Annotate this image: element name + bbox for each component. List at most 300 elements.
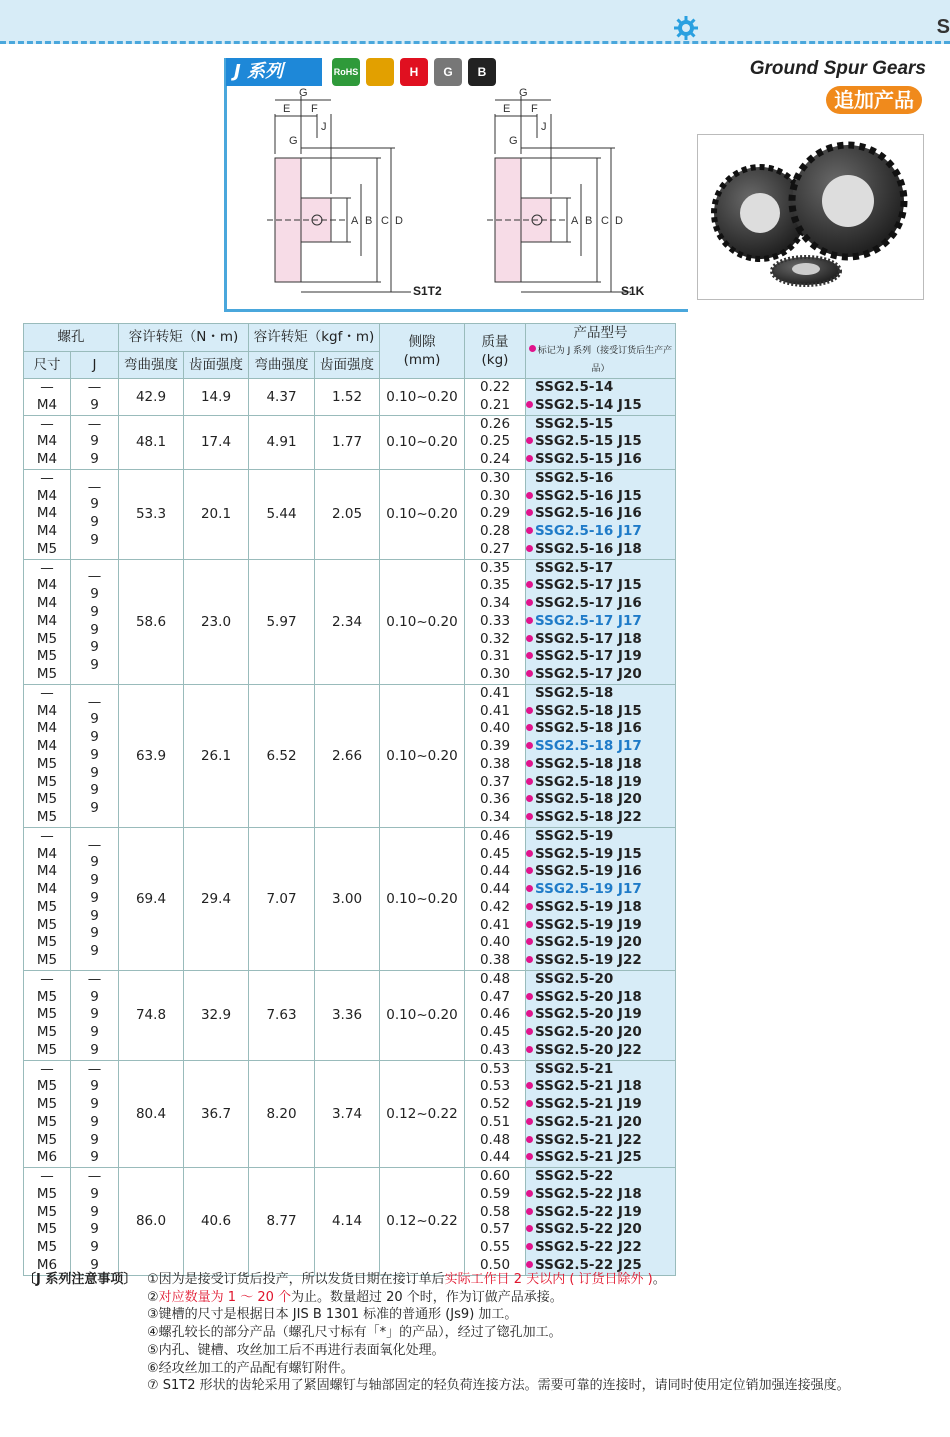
model-item xyxy=(526,863,675,881)
model-item xyxy=(526,613,675,631)
screw-size-cell-line: M5 xyxy=(36,934,58,951)
note-item xyxy=(147,1289,943,1307)
surface-kgf-cell: 3.74 xyxy=(315,1060,380,1168)
model-number: SSG2.5-20 J18 xyxy=(535,988,642,1005)
note-text-pre: ⑦ S1T2 形状的齿轮采用了紧固螺钉与轴部固定的轻负荷连接方法。需要可靠的连接时，请同时使用定位销加强连接强度。 xyxy=(147,1378,850,1394)
j-series-dot-icon xyxy=(526,599,533,606)
product-title: Ground Spur Gears xyxy=(749,58,926,79)
j-series-dot-icon xyxy=(526,652,533,659)
model-cell xyxy=(526,684,676,827)
mass-cell-line: 0.31 xyxy=(479,648,511,665)
screw-size-cell xyxy=(24,559,71,684)
surface-kgf-cell: 2.34 xyxy=(315,559,380,684)
mass-cell-line: 0.53 xyxy=(479,1078,511,1095)
mass-cell-line: 0.59 xyxy=(479,1185,511,1202)
screw-size-cell-line: M5 xyxy=(36,1024,58,1040)
svg-text:J: J xyxy=(541,121,547,133)
mass-cell-line: 0.38 xyxy=(479,952,511,968)
table-row xyxy=(24,1060,676,1168)
mass-cell xyxy=(465,827,526,970)
header-model xyxy=(526,324,676,379)
screw-j-cell-line: 9 xyxy=(90,514,99,531)
svg-text:B: B xyxy=(365,215,373,227)
screw-size-cell-line: M4 xyxy=(36,881,58,897)
model-item xyxy=(526,1186,675,1204)
model-item xyxy=(526,881,675,899)
mass-cell-line: 0.57 xyxy=(479,1221,511,1238)
mass-cell-line: 0.40 xyxy=(479,720,511,737)
spec-table xyxy=(23,323,676,1276)
screw-size-cell-line: M5 xyxy=(36,988,58,1005)
model-item xyxy=(526,1042,675,1060)
model-cell xyxy=(526,827,676,970)
screw-size-cell-line: M4 xyxy=(36,451,58,467)
j-series-dot-icon xyxy=(526,993,533,1000)
model-number: SSG2.5-15 J15 xyxy=(535,433,642,450)
svg-text:G: G xyxy=(509,135,518,147)
mass-cell-line: 0.26 xyxy=(479,415,511,432)
screw-j-cell-line: 9 xyxy=(90,586,99,603)
screw-size-cell xyxy=(24,1168,71,1276)
model-number: SSG2.5-18 J17 xyxy=(535,738,642,754)
j-series-dot-icon xyxy=(526,1046,533,1053)
mass-cell xyxy=(465,559,526,684)
header-backlash-label: 侧隙 xyxy=(408,334,436,350)
table-row xyxy=(24,1168,676,1276)
header-model-note: 标记为 J 系列（接受订货后生产产品） xyxy=(526,342,675,378)
model-item xyxy=(526,523,675,541)
model-number: SSG2.5-16 J16 xyxy=(535,505,642,522)
j-series-dot-icon xyxy=(526,1010,533,1017)
screw-j-cell-line: 9 xyxy=(90,1096,99,1112)
model-item xyxy=(526,397,675,415)
svg-text:F: F xyxy=(531,103,538,115)
model-number: SSG2.5-21 J25 xyxy=(535,1149,642,1166)
j-series-dot-icon xyxy=(526,509,533,516)
j-series-dot-icon xyxy=(526,867,533,874)
model-cell xyxy=(526,559,676,684)
screw-j-cell xyxy=(71,684,119,827)
backlash-cell: 0.10~0.20 xyxy=(380,559,465,684)
table-row xyxy=(24,379,676,416)
model-item xyxy=(526,379,675,397)
svg-text:G: G xyxy=(299,87,308,99)
model-number: SSG2.5-21 J20 xyxy=(535,1113,642,1130)
j-series-dot-icon xyxy=(526,742,533,749)
mass-cell-line: 0.30 xyxy=(479,469,511,486)
screw-size-cell xyxy=(24,469,71,559)
model-number: SSG2.5-22 J20 xyxy=(535,1221,642,1238)
model-item xyxy=(526,703,675,721)
bend-nm-cell: 74.8 xyxy=(119,970,184,1060)
j-series-dot-icon xyxy=(526,707,533,714)
screw-j-cell-line: 9 xyxy=(90,729,99,746)
screw-j-cell-line: 9 xyxy=(90,782,99,799)
screw-j-cell-line: 9 xyxy=(90,1131,99,1148)
screw-j-cell-line: 9 xyxy=(90,1149,99,1166)
mass-cell-line: 0.35 xyxy=(479,577,511,594)
page-corner-label: S xyxy=(936,16,950,38)
screw-size-cell-line: M4 xyxy=(36,595,58,611)
screw-j-cell-line: — xyxy=(87,693,102,710)
model-cell xyxy=(526,379,676,416)
model-item xyxy=(526,952,675,970)
bend-nm-cell: 86.0 xyxy=(119,1168,184,1276)
model-number: SSG2.5-19 J20 xyxy=(535,934,642,951)
screw-j-cell-line: — xyxy=(87,1060,102,1077)
screw-size-cell-line: M6 xyxy=(36,1256,58,1273)
screw-size-cell-line: — xyxy=(40,559,54,576)
mass-cell-line: 0.50 xyxy=(479,1256,511,1273)
model-item xyxy=(526,846,675,864)
model-number: SSG2.5-18 xyxy=(535,684,614,701)
mass-cell-line: 0.51 xyxy=(479,1113,511,1130)
note-text-post: 为止。数量超过 20 个时，作为订做产品承接。 xyxy=(291,1289,563,1305)
model-cell xyxy=(526,415,676,469)
mass-cell-line: 0.35 xyxy=(479,559,511,576)
mass-cell-line: 0.60 xyxy=(479,1168,511,1184)
svg-text:E: E xyxy=(283,103,291,115)
screw-j-cell-line: 9 xyxy=(90,496,99,513)
model-number: SSG2.5-21 J22 xyxy=(535,1131,642,1148)
model-item xyxy=(526,899,675,917)
model-number: SSG2.5-19 J22 xyxy=(535,952,642,968)
svg-text:D: D xyxy=(395,215,403,227)
screw-j-cell-line: 9 xyxy=(90,1221,99,1238)
screw-j-cell-line: 9 xyxy=(90,764,99,781)
model-item xyxy=(526,577,675,595)
mass-cell xyxy=(465,684,526,827)
bend-nm-cell: 48.1 xyxy=(119,415,184,469)
screw-j-cell-line: 9 xyxy=(90,657,99,674)
screw-j-cell-line: 9 xyxy=(90,1185,99,1202)
screw-size-cell-line: M4 xyxy=(36,702,58,719)
j-series-dot-icon xyxy=(526,527,533,534)
screw-size-cell-line: M4 xyxy=(36,720,58,737)
model-number: SSG2.5-17 J20 xyxy=(535,666,642,682)
mass-cell-line: 0.47 xyxy=(479,988,511,1005)
mass-cell-line: 0.41 xyxy=(479,702,511,719)
screw-size-cell-line: M5 xyxy=(36,1078,58,1095)
note-item xyxy=(147,1271,943,1289)
model-number: SSG2.5-19 J16 xyxy=(535,863,642,880)
mass-cell-line: 0.55 xyxy=(479,1239,511,1255)
model-number: SSG2.5-18 J18 xyxy=(535,755,642,772)
model-item xyxy=(526,1024,675,1042)
model-item xyxy=(526,541,675,559)
dimension-diagram xyxy=(224,58,688,312)
screw-j-cell-line: 9 xyxy=(90,396,99,413)
mass-cell-line: 0.29 xyxy=(479,505,511,522)
surface-nm-cell: 29.4 xyxy=(184,827,249,970)
header-backlash xyxy=(380,324,465,379)
j-series-dot-icon xyxy=(526,724,533,731)
screw-size-cell-line: M4 xyxy=(36,577,58,594)
j-series-dot-icon xyxy=(526,1190,533,1197)
bend-kgf-cell: 5.44 xyxy=(249,469,315,559)
model-item xyxy=(526,451,675,469)
screw-size-cell-line: — xyxy=(40,469,54,486)
screw-size-cell-line: — xyxy=(40,684,54,701)
model-number: SSG2.5-19 J15 xyxy=(535,845,642,862)
screw-j-cell-line: — xyxy=(87,415,102,432)
screw-size-cell xyxy=(24,415,71,469)
screw-size-cell-line: M4 xyxy=(36,845,58,862)
model-item xyxy=(526,738,675,756)
gear-drawings xyxy=(227,58,688,309)
surface-nm-cell: 17.4 xyxy=(184,415,249,469)
model-item xyxy=(526,1221,675,1239)
screw-j-cell-line: — xyxy=(87,478,102,495)
screw-j-cell-line: — xyxy=(87,379,102,395)
model-item xyxy=(526,433,675,451)
mass-cell-line: 0.42 xyxy=(479,898,511,915)
j-series-dot-icon xyxy=(526,938,533,945)
model-number: SSG2.5-18 J16 xyxy=(535,720,642,737)
model-item xyxy=(526,791,675,809)
j-series-dot-icon xyxy=(526,921,533,928)
model-number: SSG2.5-17 J15 xyxy=(535,577,642,594)
bend-nm-cell: 80.4 xyxy=(119,1060,184,1168)
j-series-dot-icon xyxy=(526,956,533,963)
surface-nm-cell: 20.1 xyxy=(184,469,249,559)
model-item xyxy=(526,1006,675,1024)
screw-size-cell-line: M5 xyxy=(36,773,58,790)
model-number: SSG2.5-21 J19 xyxy=(535,1096,642,1112)
model-number: SSG2.5-17 xyxy=(535,559,614,576)
screw-size-cell-line: M4 xyxy=(36,433,58,450)
j-series-dot-icon xyxy=(526,1225,533,1232)
screw-j-cell-line: 9 xyxy=(90,746,99,763)
mass-cell-line: 0.43 xyxy=(479,1041,511,1058)
top-banner xyxy=(0,0,950,44)
header-backlash-unit: (mm) xyxy=(403,352,441,368)
screw-j-cell-line: 9 xyxy=(90,925,99,942)
screw-size-cell-line: M5 xyxy=(36,898,58,915)
screw-j-cell-line: 9 xyxy=(90,531,99,548)
surface-kgf-cell: 1.52 xyxy=(315,379,380,416)
screw-size-cell-line: M5 xyxy=(36,1203,58,1220)
material-icon xyxy=(366,58,394,86)
model-item xyxy=(526,648,675,666)
model-number: SSG2.5-19 xyxy=(535,827,614,844)
surface-kgf-cell: 3.36 xyxy=(315,970,380,1060)
screw-size-cell xyxy=(24,970,71,1060)
screw-size-cell-line: M5 xyxy=(36,952,58,968)
mass-cell-line: 0.46 xyxy=(479,1006,511,1023)
header-mass-label: 质量 xyxy=(481,334,509,350)
svg-text:G: G xyxy=(519,87,528,99)
surface-kgf-cell: 2.05 xyxy=(315,469,380,559)
j-series-dot-icon xyxy=(526,850,533,857)
note-text-pre: ⑥经攻丝加工的产品配有螺钉附件。 xyxy=(147,1360,354,1376)
j-series-dot-icon xyxy=(526,1208,533,1215)
screw-j-cell-line: 9 xyxy=(90,854,99,871)
screw-size-cell-line: M5 xyxy=(36,1185,58,1202)
mass-cell-line: 0.44 xyxy=(479,881,511,897)
backlash-cell: 0.10~0.20 xyxy=(380,827,465,970)
backlash-cell: 0.12~0.22 xyxy=(380,1168,465,1276)
mass-cell-line: 0.25 xyxy=(479,433,511,450)
model-number: SSG2.5-18 J15 xyxy=(535,702,642,719)
surface-nm-cell: 14.9 xyxy=(184,379,249,416)
bend-kgf-cell: 5.97 xyxy=(249,559,315,684)
j-series-dot-icon xyxy=(526,1028,533,1035)
note-item xyxy=(147,1377,943,1395)
j-series-dot-icon xyxy=(526,437,533,444)
surface-nm-cell: 36.7 xyxy=(184,1060,249,1168)
screw-size-cell-line: — xyxy=(40,827,54,844)
model-number: SSG2.5-22 xyxy=(535,1168,614,1184)
model-item xyxy=(526,631,675,649)
model-item xyxy=(526,488,675,506)
screw-size-cell-line: — xyxy=(40,379,54,395)
screw-j-cell-line: 9 xyxy=(90,639,99,656)
screw-j-cell-line: 9 xyxy=(90,889,99,906)
spec-table-body xyxy=(24,379,676,1276)
j-series-dot-icon xyxy=(526,760,533,767)
table-row xyxy=(24,684,676,827)
gear-icon xyxy=(674,16,698,40)
screw-j-cell-line: 9 xyxy=(90,621,99,638)
model-item xyxy=(526,1061,675,1079)
note-text-pre: ② xyxy=(147,1289,159,1305)
screw-j-cell-line: 9 xyxy=(90,1239,99,1255)
model-number: SSG2.5-20 J19 xyxy=(535,1006,642,1023)
j-series-dot-icon xyxy=(526,1136,533,1143)
mass-cell-line: 0.44 xyxy=(479,863,511,880)
screw-j-cell-line: 9 xyxy=(90,943,99,960)
screw-j-cell-line: — xyxy=(87,836,102,853)
j-series-dot-icon xyxy=(526,778,533,785)
surface-kgf-cell: 4.14 xyxy=(315,1168,380,1276)
header-surface-kgf: 齿面强度 xyxy=(315,351,380,379)
j-series-dot-icon xyxy=(526,1261,533,1268)
mass-cell-line: 0.45 xyxy=(479,845,511,862)
model-cell xyxy=(526,1168,676,1276)
j-series-dot-icon xyxy=(526,1153,533,1160)
model-number: SSG2.5-22 J18 xyxy=(535,1185,642,1202)
mass-cell-line: 0.48 xyxy=(479,1131,511,1148)
model-item xyxy=(526,666,675,684)
model-number: SSG2.5-16 J15 xyxy=(535,487,642,504)
model-item xyxy=(526,828,675,846)
model-cell xyxy=(526,469,676,559)
model-item xyxy=(526,1096,675,1114)
model-item xyxy=(526,560,675,578)
svg-text:C: C xyxy=(381,215,389,227)
bend-nm-cell: 69.4 xyxy=(119,827,184,970)
mass-cell xyxy=(465,970,526,1060)
screw-size-cell-line: M5 xyxy=(36,1113,58,1130)
model-item xyxy=(526,1168,675,1186)
screw-size-cell-line: M5 xyxy=(36,809,58,825)
model-number: SSG2.5-17 J17 xyxy=(535,612,642,629)
j-series-dot-icon xyxy=(526,885,533,892)
drawing-label-s1k: S1K xyxy=(621,284,645,298)
model-number: SSG2.5-21 xyxy=(535,1060,614,1077)
screw-size-cell xyxy=(24,1060,71,1168)
header-bend-kgf: 弯曲强度 xyxy=(249,351,315,379)
j-series-dot-icon xyxy=(526,545,533,552)
svg-text:B: B xyxy=(585,215,593,227)
mass-cell-line: 0.58 xyxy=(479,1203,511,1220)
model-item xyxy=(526,1132,675,1150)
screw-j-cell-line: — xyxy=(87,1168,102,1184)
screw-j-cell-line: 9 xyxy=(90,1113,99,1130)
screw-size-cell-line: M4 xyxy=(36,396,58,413)
screw-j-cell-line: 9 xyxy=(90,433,99,450)
screw-size-cell-line: — xyxy=(40,1168,54,1184)
bend-nm-cell: 42.9 xyxy=(119,379,184,416)
bend-kgf-cell: 8.20 xyxy=(249,1060,315,1168)
model-item xyxy=(526,1239,675,1257)
model-item xyxy=(526,720,675,738)
model-item xyxy=(526,470,675,488)
note-text-pre: ⑤内孔、键槽、攻丝加工后不再进行表面氧化处理。 xyxy=(147,1342,445,1358)
note-text-red: 实际工作日 2 天以内 ( 订货日除外 ) xyxy=(444,1272,653,1287)
screw-j-cell-line: 9 xyxy=(90,1078,99,1095)
backlash-cell: 0.10~0.20 xyxy=(380,379,465,416)
property-icons xyxy=(332,58,496,86)
mass-cell-line: 0.28 xyxy=(479,523,511,539)
backlash-cell: 0.12~0.22 xyxy=(380,1060,465,1168)
model-item xyxy=(526,416,675,434)
model-number: SSG2.5-20 J22 xyxy=(535,1041,642,1058)
model-item xyxy=(526,595,675,613)
note-text-red: 对应数量为 1 ～ 20 个 xyxy=(158,1289,291,1305)
header-j: J xyxy=(71,351,119,379)
mass-cell-line: 0.36 xyxy=(479,791,511,808)
screw-size-cell-line: — xyxy=(40,1060,54,1077)
table-row xyxy=(24,469,676,559)
screw-size-cell-line: M4 xyxy=(36,863,58,880)
screw-j-cell xyxy=(71,1168,119,1276)
model-number: SSG2.5-22 J19 xyxy=(535,1203,642,1220)
screw-size-cell-line: M5 xyxy=(36,1221,58,1238)
screw-size-cell-line: M4 xyxy=(36,738,58,754)
model-item xyxy=(526,934,675,952)
table-row xyxy=(24,415,676,469)
model-number: SSG2.5-18 J19 xyxy=(535,773,642,790)
model-item xyxy=(526,809,675,827)
svg-text:E: E xyxy=(503,103,511,115)
mass-cell-line: 0.27 xyxy=(479,540,511,557)
screw-size-cell-line: M5 xyxy=(36,916,58,933)
screw-size-cell-line: M5 xyxy=(36,648,58,665)
note-text-pre: ①因为是接受订货后投产，所以发货日期在接订单后 xyxy=(147,1272,445,1287)
mass-cell-line: 0.30 xyxy=(479,487,511,504)
screw-j-cell-line: 9 xyxy=(90,451,99,467)
mass-cell-line: 0.34 xyxy=(479,595,511,611)
header-mass-unit: (kg) xyxy=(481,352,509,368)
header-surface-nm: 齿面强度 xyxy=(184,351,249,379)
model-number: SSG2.5-17 J19 xyxy=(535,648,642,665)
svg-text:G: G xyxy=(289,135,298,147)
screw-size-cell-line: M4 xyxy=(36,523,58,539)
model-item xyxy=(526,989,675,1007)
screw-j-cell xyxy=(71,827,119,970)
surface-kgf-cell: 1.77 xyxy=(315,415,380,469)
screw-size-cell-line: M5 xyxy=(36,791,58,808)
surface-kgf-cell: 2.66 xyxy=(315,684,380,827)
bend-kgf-cell: 7.07 xyxy=(249,827,315,970)
table-row xyxy=(24,827,676,970)
mass-cell-line: 0.52 xyxy=(479,1096,511,1112)
header-screw: 螺孔 xyxy=(24,324,119,352)
notes-list xyxy=(147,1271,943,1395)
mass-cell-line: 0.39 xyxy=(479,738,511,754)
